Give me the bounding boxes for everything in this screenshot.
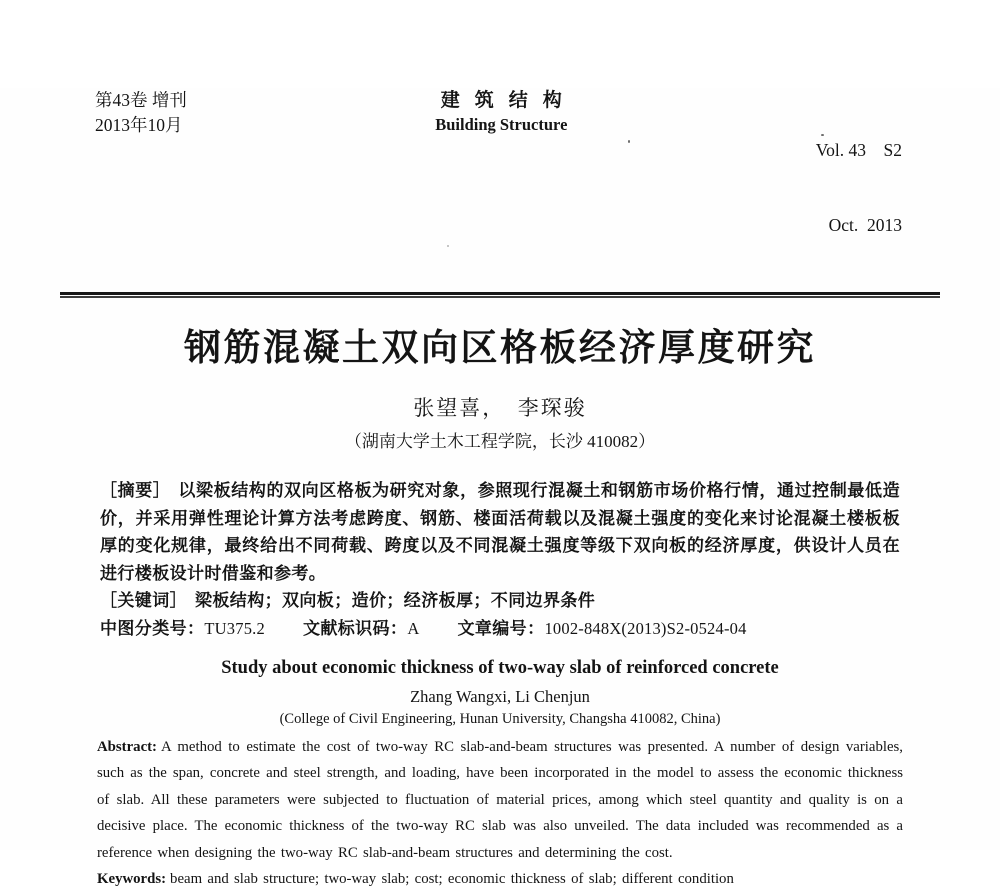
keywords-zh: [100, 587, 900, 615]
abstract-en-text: A method to estimate the cost of two-way RC slab-and-beam structures was presented. A number of design variables, such as the span, concrete and steel strength, and loading, have been incorporated in the model to assess the economic thickness of slab. All these parameters were subjected to fluctuation of material prices, among which steel quantity and quality is on a decisive place. The economic thickness of the two-way RC slab was also unveiled. The data included was recommended as a reference when designing the two-way RC slab-and-beam structures and determining the cost.: [97, 739, 903, 861]
abstract-zh: [100, 477, 900, 587]
keywords-en-text: beam and slab structure; two-way slab; cost; economic thickness of slab; different condition: [170, 871, 734, 888]
classification-line: [100, 615, 900, 643]
english-abstract-block: [97, 734, 903, 892]
journal-volume-issue-en: [816, 88, 902, 288]
affiliation-zh: （湖南大学土木工程学院，长沙 410082）: [344, 432, 656, 451]
article-id-label: 文章编号：: [457, 618, 545, 638]
doc-code-label: 文献标识码：: [302, 618, 408, 638]
authors-zh: 张望喜， 李琛骏: [413, 396, 587, 420]
header-rule: [60, 292, 940, 298]
article-title-zh: 钢筋混凝土双向区格板经济厚度研究: [184, 328, 816, 369]
date-line-zh: 2013年10月: [95, 115, 183, 135]
journal-title-en: Building Structure: [435, 115, 568, 134]
paper-page: [0, 88, 1000, 888]
chinese-abstract-block: [100, 477, 900, 642]
journal-header: [95, 88, 902, 288]
keywords-zh-label: ［关键词］: [100, 591, 187, 610]
header-rule-bottom-line: [60, 296, 940, 298]
scan-speck: [628, 140, 630, 143]
date-line-en: Oct. 2013: [828, 215, 902, 235]
volume-line-en: Vol. 43 S2: [815, 140, 902, 160]
keywords-en: [97, 866, 903, 892]
article-id-value: 1002-848X(2013)S2-0524-04: [544, 618, 747, 638]
abstract-zh-text: 以梁板结构的双向区格板为研究对象，参照现行混凝土和钢筋市场价格行情，通过控制最低造价，并采用弹性理论计算方法考虑跨度、钢筋、楼面活荷载以及混凝土强度的变化来讨论混凝土楼板板厚的变化规律，最终给出不同荷载、跨度以及不同混凝土强度等级下双向板的经济厚度，供设计人员在进行楼板设计时借鉴和参考。: [100, 481, 900, 583]
abstract-en-label: Abstract:: [97, 739, 157, 755]
affiliation-en: (College of Civil Engineering, Hunan University, Changsha 410082, China): [279, 711, 721, 727]
abstract-zh-label: ［摘要］: [100, 481, 171, 500]
scan-speck: [447, 245, 449, 247]
keywords-en-label: Keywords:: [97, 871, 167, 888]
clc-label: 中图分类号：: [100, 618, 205, 638]
journal-title-zh: 建筑结构: [440, 90, 577, 111]
clc-value: TU375.2: [204, 618, 265, 638]
journal-volume-issue-zh: [95, 88, 187, 138]
article-title-en: Study about economic thickness of two-way slab of reinforced concrete: [221, 658, 779, 678]
doc-code-value: A: [407, 618, 420, 638]
abstract-en: [97, 734, 903, 866]
header-rule-top-line: [60, 292, 940, 295]
scan-speck: [821, 134, 824, 136]
volume-line-zh: 第43卷 增刊: [95, 90, 187, 110]
authors-en: Zhang Wangxi, Li Chenjun: [410, 687, 590, 706]
journal-title-block: [435, 88, 577, 137]
keywords-zh-text: 梁板结构；双向板；造价；经济板厚；不同边界条件: [195, 591, 596, 610]
